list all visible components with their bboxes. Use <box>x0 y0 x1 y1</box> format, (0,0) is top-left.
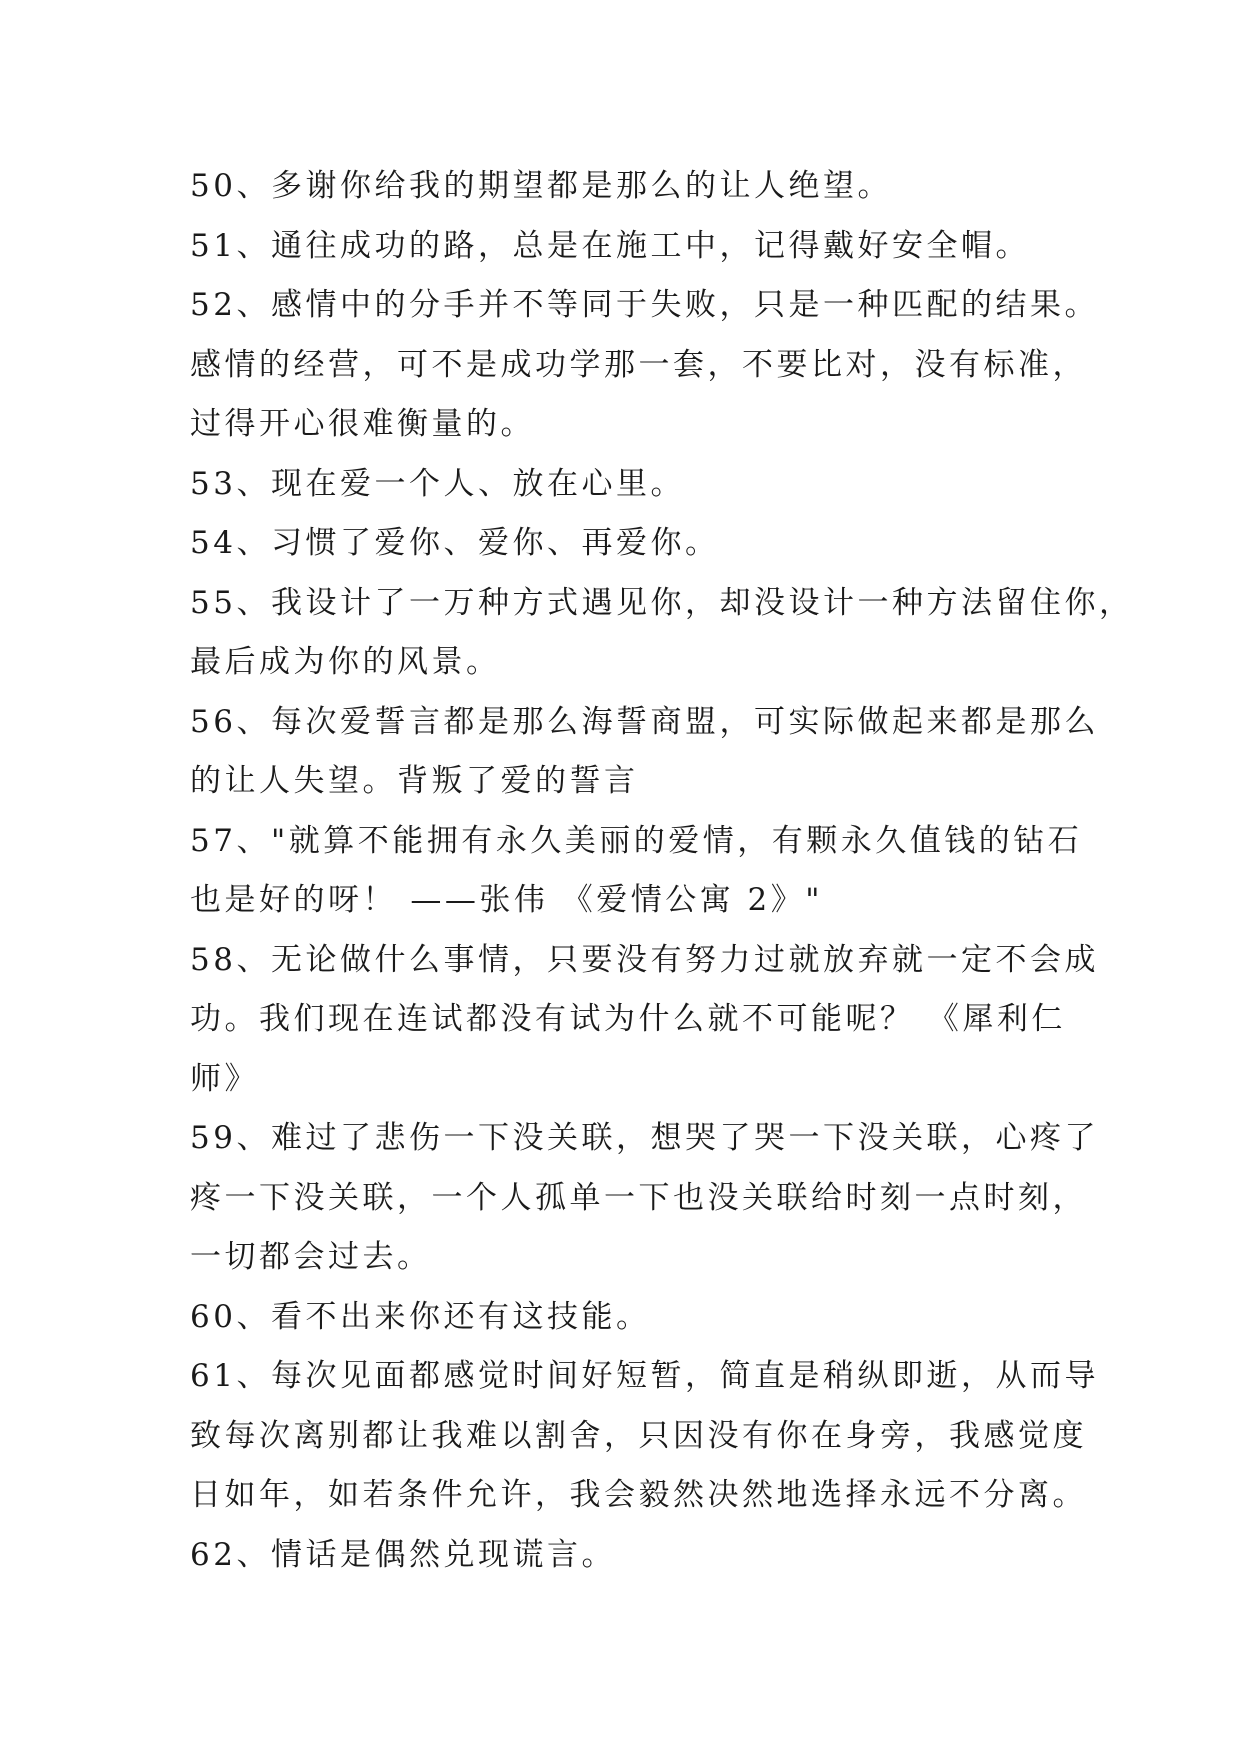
text-line: 59、难过了悲伤一下没关联，想哭了哭一下没关联，心疼了 <box>190 1120 1099 1156</box>
text-line: 一切都会过去。 <box>190 1239 432 1275</box>
text-line: 56、每次爱誓言都是那么海誓商盟，可实际做起来都是那么 <box>190 703 1099 740</box>
text-line: 疼一下没关联，一个人孤单一下也没关联给时刻一点时刻， <box>190 1179 1087 1216</box>
text-line: 60、看不出来你还有这技能。 <box>190 1298 651 1335</box>
text-line: 62、情话是偶然兑现谎言。 <box>190 1536 616 1573</box>
text-line: 过得开心很难衡量的。 <box>190 406 535 442</box>
text-line: 感情的经营，可不是成功学那一套，不要比对，没有标准， <box>190 346 1087 383</box>
text-line: 最后成为你的风景。 <box>190 644 501 680</box>
text-line: 50、多谢你给我的期望都是那么的让人绝望。 <box>190 168 892 204</box>
text-line: 61、每次见面都感觉时间好短暂，简直是稍纵即逝，从而导 <box>190 1358 1099 1394</box>
text-line: 也是好的呀！ ——张伟 《爱情公寓 2》" <box>190 882 824 918</box>
text-line: 57、"就算不能拥有永久美丽的爱情，有颗永久值钱的钻石 <box>190 822 1083 859</box>
text-line: 52、感情中的分手并不等同于失败，只是一种匹配的结果。 <box>190 287 1099 323</box>
text-line: 的让人失望。背叛了爱的誓言 <box>190 763 639 799</box>
text-line: 58、无论做什么事情，只要没有努力过就放弃就一定不会成 <box>190 941 1099 978</box>
text-line: 日如年，如若条件允许，我会毅然决然地选择永远不分离。 <box>190 1477 1087 1513</box>
text-line: 53、现在爱一个人、放在心里。 <box>190 465 685 502</box>
document-body <box>190 157 1134 1585</box>
text-line: 55、我设计了一万种方式遇见你，却没设计一种方法留住你， <box>190 584 1134 621</box>
text-line: 功。我们现在连试都没有试为什么就不可能呢？ 《犀利仁 <box>190 1001 1066 1037</box>
text-line: 51、通往成功的路，总是在施工中，记得戴好安全帽。 <box>190 227 1030 264</box>
text-line: 师》 <box>190 1060 259 1097</box>
text-line: 54、习惯了爱你、爱你、再爱你。 <box>190 525 720 561</box>
text-line: 致每次离别都让我难以割舍，只因没有你在身旁，我感觉度 <box>190 1417 1087 1454</box>
